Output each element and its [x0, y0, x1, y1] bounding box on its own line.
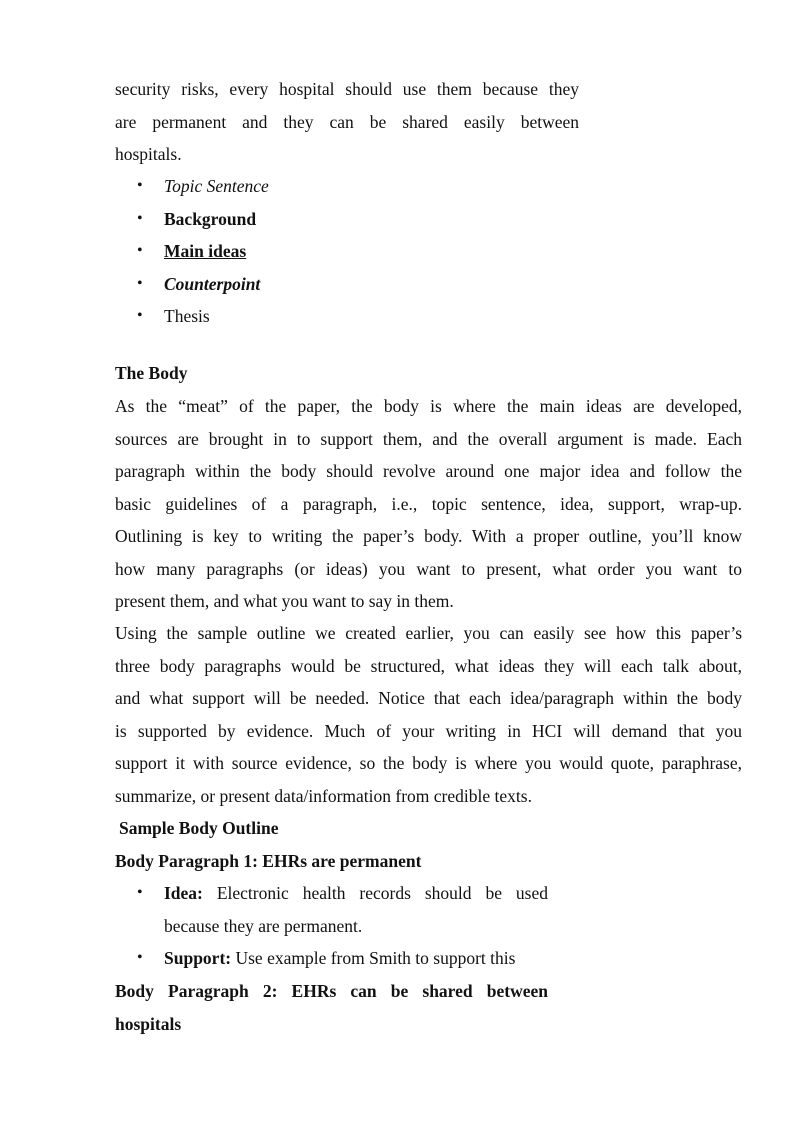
outline-item-thesis: Thesis — [164, 306, 210, 326]
list-item — [115, 235, 615, 268]
outline-paragraph-1-heading: Body Paragraph 1: EHRs are permanent — [115, 851, 422, 871]
bullet-icon: • — [137, 242, 143, 259]
outline-item-topic-sentence: Topic Sentence — [164, 176, 269, 196]
bullet-icon: • — [137, 274, 143, 292]
text-line: Using the sample outline we created earlier, you can easily see how this paper’s — [115, 623, 742, 643]
text-line: paragraph within the body should revolve around one major idea and follow the — [115, 461, 742, 481]
outline-list — [115, 170, 615, 333]
list-item — [115, 300, 615, 333]
paragraph-1-outline-list — [115, 877, 548, 975]
idea-line-1 — [164, 877, 548, 910]
text-line: how many paragraphs (or ideas) you want to present, what order you want to — [115, 558, 742, 579]
text-line: As the “meat” of the paper, the body is where the main ideas are developed, — [115, 396, 742, 416]
sample-outline-heading: Sample Body Outline — [119, 818, 279, 838]
list-item — [115, 203, 615, 236]
heading-line: Body Paragraph 2: EHRs can be shared between — [115, 981, 548, 1001]
text-line: basic guidelines of a paragraph, i.e., topic sentence, idea, support, wrap-up. — [115, 493, 742, 514]
list-item — [115, 942, 548, 975]
text-line: and what support will be needed. Notice that each idea/paragraph within the body — [115, 688, 742, 708]
text-line: Outlining is key to writing the paper’s body. With a proper outline, you’ll know — [115, 526, 742, 546]
text-line: summarize, or present data/information from credible texts. — [115, 785, 532, 806]
bullet-icon: • — [137, 209, 143, 227]
body-paragraph-2 — [115, 617, 742, 812]
list-item — [115, 170, 615, 203]
intro-line-3: hospitals. — [115, 144, 182, 164]
support-line — [164, 942, 548, 975]
bullet-icon: • — [137, 949, 143, 966]
heading-line: hospitals — [115, 1013, 182, 1034]
text-line: present them, and what you want to say in them. — [115, 591, 454, 611]
body-paragraph-1 — [115, 390, 742, 618]
text-line: support it with source evidence, so the body is where you would quote, paraphrase, — [115, 753, 742, 773]
section-heading-body: The Body — [115, 363, 188, 383]
outline-paragraph-2-heading — [115, 975, 548, 1040]
outline-item-background: Background — [164, 208, 257, 229]
bullet-icon: • — [137, 177, 143, 194]
text-line: three body paragraphs would be structured, what ideas they will each talk about, — [115, 655, 742, 676]
support-text: Use example from Smith to support this — [235, 948, 516, 968]
idea-text-1: Electronic health records should be used — [216, 883, 548, 903]
intro-line-2: are permanent and they can be shared easily between — [115, 111, 579, 132]
idea-text-2: because they are permanent. — [164, 915, 363, 936]
intro-paragraph — [115, 73, 579, 171]
idea-label: Idea: — [164, 883, 203, 903]
text-line: sources are brought in to support them, and the overall argument is made. Each — [115, 428, 742, 449]
text-line: is supported by evidence. Much of your writing in HCI will demand that you — [115, 720, 742, 741]
outline-item-counterpoint: Counterpoint — [164, 273, 261, 294]
list-item — [115, 268, 615, 301]
outline-item-main-ideas: Main ideas — [164, 241, 247, 261]
intro-line-1: security risks, every hospital should use them because they — [115, 79, 579, 99]
bullet-icon: • — [137, 307, 143, 324]
support-label: Support: — [164, 948, 232, 968]
list-item — [115, 877, 548, 942]
bullet-icon: • — [137, 884, 143, 901]
